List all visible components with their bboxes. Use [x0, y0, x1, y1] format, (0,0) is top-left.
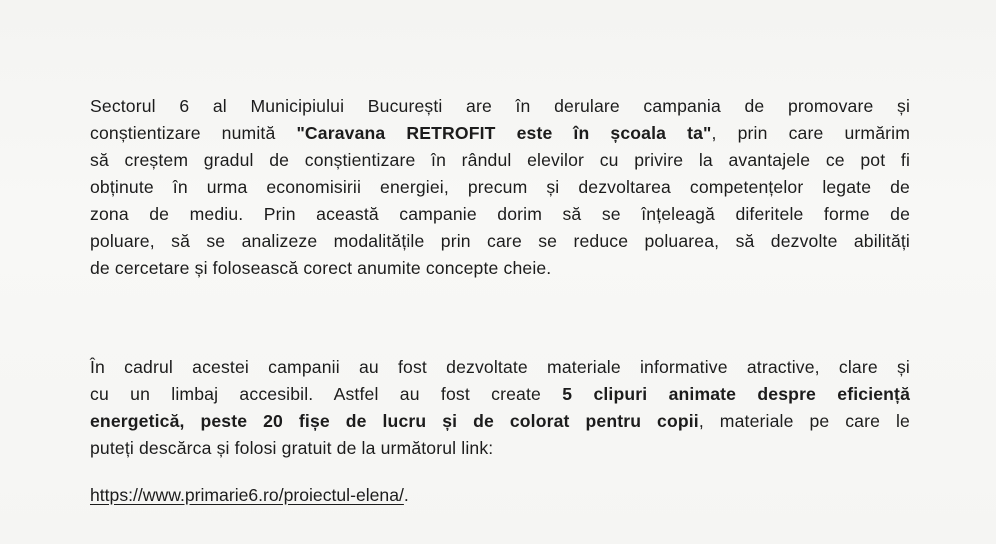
highlight-worksheets: energetică, peste 20 fișe de lucru și de colorat pentru copii — [90, 411, 699, 431]
text-line: energetică, peste 20 fișe de lucru și de colorat pentru copii, materiale pe care le — [90, 411, 910, 431]
paragraph-campaign-intro — [90, 93, 910, 282]
paragraph-materials — [90, 354, 910, 462]
link-line — [90, 482, 409, 509]
text-line: poluare, să se analizeze modalitățile prin care se reduce poluarea, să dezvolte abilități — [90, 231, 910, 251]
link-trailing-period: . — [403, 485, 409, 505]
highlight-clips: 5 clipuri animate despre eficiență — [562, 384, 911, 404]
campaign-name: "Caravana RETROFIT este în școala ta" — [296, 123, 712, 143]
download-link[interactable]: https://www.primarie6.ro/proiectul-elena/ — [90, 485, 404, 505]
text-line: puteți descărca și folosi gratuit de la următorul link: — [90, 438, 494, 458]
text-line: să creștem gradul de conștientizare în rândul elevilor cu privire la avantajele ce pot fi — [90, 150, 910, 170]
text-line: Sectorul 6 al Municipiului București are în derulare campania de promovare și — [90, 96, 910, 116]
text-line: obținute în urma economisirii energiei, precum și dezvoltarea competențelor legate de — [90, 177, 910, 197]
text-line: de cercetare și folosească corect anumite concepte cheie. — [90, 258, 552, 278]
text-line: zona de mediu. Prin această campanie dorim să se înțeleagă diferitele forme de — [90, 204, 910, 224]
text-line: În cadrul acestei campanii au fost dezvoltate materiale informative atractive, clare și — [90, 357, 910, 377]
text-line: cu un limbaj accesibil. Astfel au fost create 5 clipuri animate despre eficiență — [90, 384, 911, 404]
text-line: conștientizare numită "Caravana RETROFIT este în școala ta", prin care urmărim — [90, 123, 911, 143]
